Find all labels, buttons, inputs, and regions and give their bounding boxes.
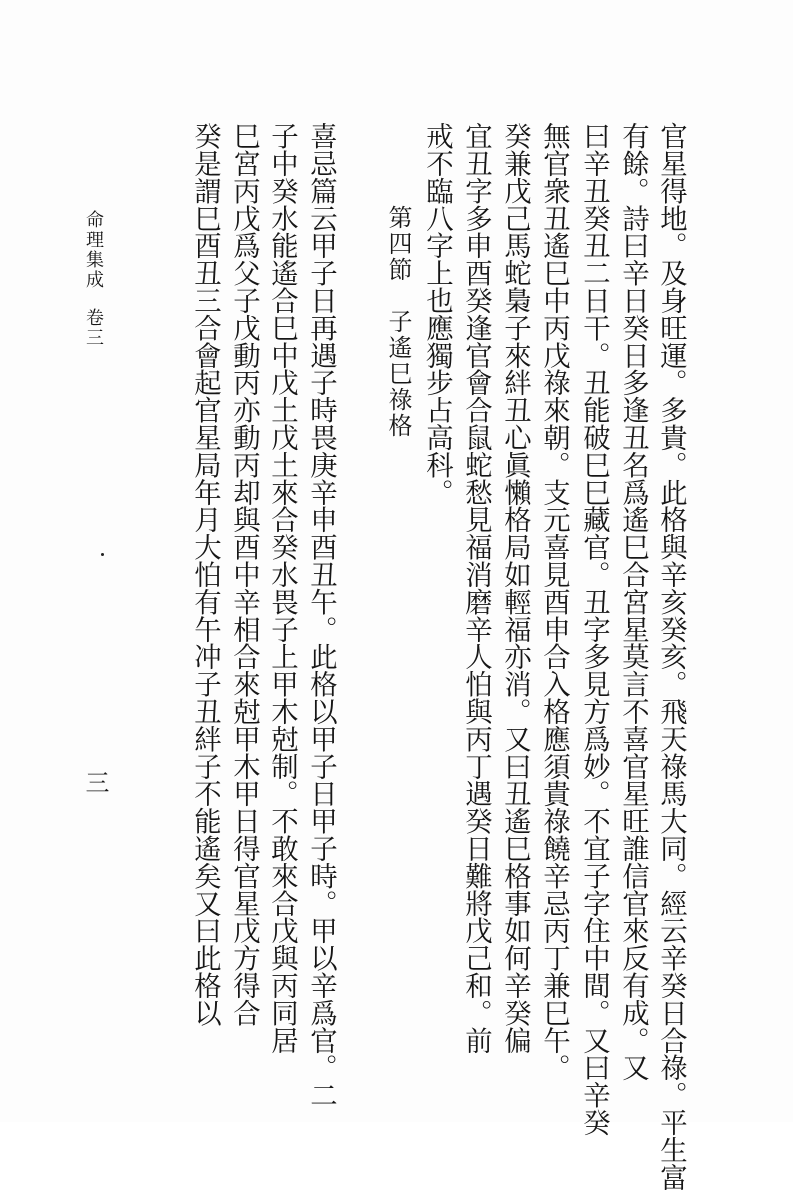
text-column-9: 喜忌篇云甲子日再遇子時畏庚辛申酉丑午。此格以甲子日甲子時。甲以辛爲官。二 <box>305 122 336 1109</box>
book-title: 命理集成 <box>83 210 104 290</box>
section-heading: 第四節 子遙巳祿格 <box>384 205 412 439</box>
text-column-7: 戒不臨八字上也應獨步占高科。 <box>421 122 452 506</box>
text-column-3: 曰辛丑癸丑二日干。丑能破巳巳藏官。丑字多見方爲妙。不宜子字住中間。又曰辛癸 <box>578 122 609 1136</box>
text-column-4: 無官衆丑遙巳中丙戊祿來朝。支元喜見酉申合入格應須貴祿饒辛忌丙丁兼巳午。 <box>538 122 569 1081</box>
text-column-10: 子中癸水能遙合巳中戊土戊土來合癸水畏子上甲木尅制。不敢來合戊與丙同居 <box>266 122 297 1054</box>
text-column-12: 癸是謂巳酉丑三合會起官星局年月大怕有午冲子丑絆子不能遙矣又曰此格以 <box>189 122 220 1027</box>
text-column-1: 官星得地。及身旺運。多貴。此格與辛亥癸亥。飛天祿馬大同。經云辛癸日合祿。平生富 <box>655 122 686 1191</box>
page-number: 三 <box>81 770 109 794</box>
text-column-5: 癸兼戊己馬蛇梟子來絆丑心眞懶格局如輕福亦消。又曰丑遙巳格事如何辛癸偏 <box>499 122 530 1054</box>
margin-dot <box>101 553 104 556</box>
text-column-11: 巳宮丙戊爲父子戊動丙亦動丙却與酉中辛相合來尅甲木甲日得官星戊方得合 <box>228 122 259 1027</box>
volume-label: 卷三 <box>83 308 104 348</box>
text-column-2: 有餘。詩曰辛日癸日多逢丑名爲遙巳合宮星莫言不喜官星旺誰信官來反有成。又 <box>617 122 648 1081</box>
running-header <box>80 210 106 348</box>
text-column-6: 宜丑字多申酉癸逢官會合鼠蛇愁見福消磨辛人怕與丙丁遇癸日難將戊己和。前 <box>460 122 491 1054</box>
